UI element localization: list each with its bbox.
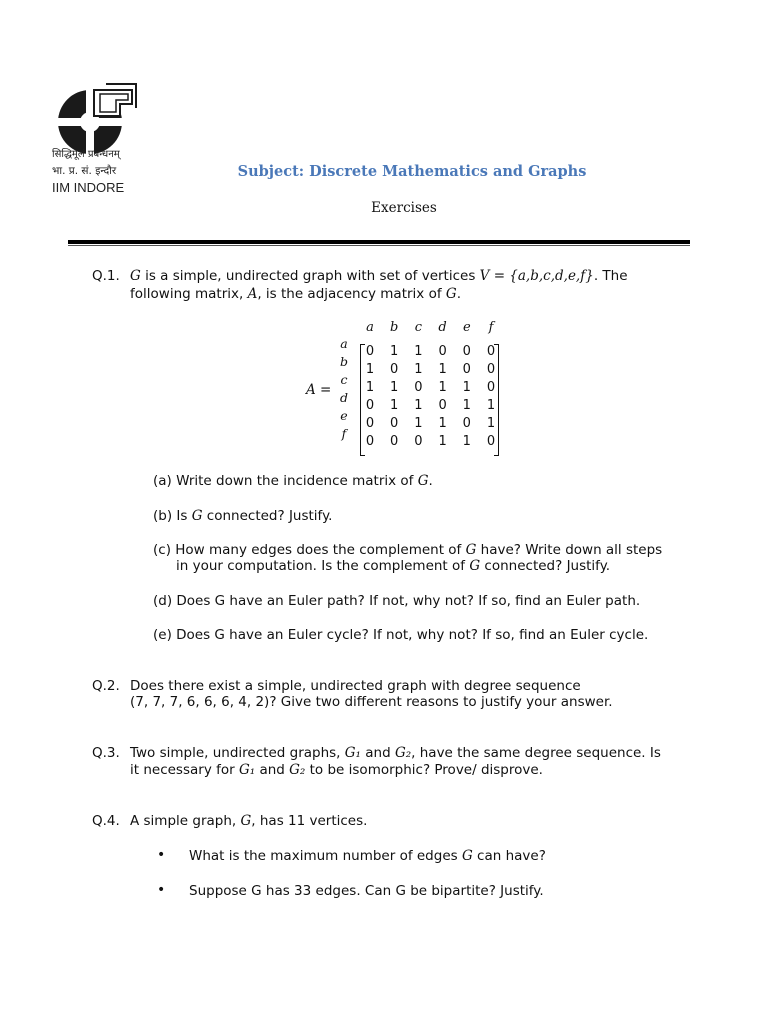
matrix-cell: 0	[365, 416, 375, 431]
matrix-cell: 0	[365, 398, 375, 413]
matrix-cell: 1	[438, 416, 447, 431]
adjacency-matrix	[300, 318, 510, 448]
q1-part-e: (e) Does G have an Euler cycle? If not, why not? If so, find an Euler cycle.	[153, 627, 649, 643]
q2-line-1: Does there exist a simple, undirected graph with degree sequence	[130, 678, 581, 694]
matrix-cell: 0	[390, 434, 399, 449]
bullet-icon: •	[157, 882, 166, 898]
logo-english-name: IIM INDORE	[52, 180, 125, 195]
matrix-cell: 1	[462, 380, 471, 395]
matrix-cell: 0	[438, 398, 447, 413]
header-divider-thin	[68, 245, 690, 246]
q3-line-2: it necessary for G₁ and G₂ to be isomorphic? Prove/ disprove.	[130, 762, 543, 778]
matrix-cell: 1	[486, 398, 496, 413]
matrix-cell: 1	[462, 434, 471, 449]
q4-line-1: A simple graph, G, has 11 vertices.	[130, 813, 368, 829]
page-subtitle: Exercises	[371, 200, 437, 216]
matrix-row-label: d	[339, 390, 348, 405]
matrix-col-label: c	[414, 320, 423, 335]
matrix-cell: 1	[414, 362, 423, 377]
logo-motto: सिद्धिमूलं प्रबन्धनम्	[52, 149, 120, 160]
matrix-cell: 1	[390, 344, 399, 359]
matrix-cell: 0	[414, 434, 423, 449]
vertex-set: V = {a,b,c,d,e,f}	[479, 268, 594, 284]
logo-hindi-name: भा. प्र. सं. इन्दौर	[52, 165, 117, 177]
q1-part-d: (d) Does G have an Euler path? If not, why not? If so, find an Euler path.	[153, 593, 641, 609]
matrix-cell: 0	[462, 416, 471, 431]
matrix-cell: 0	[390, 416, 399, 431]
matrix-row-label: e	[340, 408, 348, 423]
matrix-cell: 0	[462, 344, 471, 359]
q1-part-b: (b) Is G connected? Justify.	[153, 508, 333, 524]
q2-line-2: (7, 7, 7, 6, 6, 6, 4, 2)? Give two different reasons to justify your answer.	[130, 694, 613, 710]
matrix-cell: 1	[365, 362, 375, 377]
q1-part-a: (a) Write down the incidence matrix of G.	[153, 473, 433, 489]
q4-number: Q.4.	[92, 813, 120, 829]
q3-number: Q.3.	[92, 745, 120, 761]
matrix-cell: 1	[414, 398, 423, 413]
matrix-cell: 0	[365, 344, 375, 359]
matrix-cell: 1	[414, 416, 423, 431]
q4-bullet-2: Suppose G has 33 edges. Can G be bipartite? Justify.	[189, 883, 544, 899]
matrix-row-label: a	[340, 336, 348, 351]
matrix-cell: 0	[414, 380, 423, 395]
matrix-col-label: e	[462, 320, 471, 335]
q1-part-c-line-2: in your computation. Is the complement of G connected? Justify.	[176, 558, 611, 574]
matrix-cell: 0	[486, 434, 496, 449]
matrix-row-label: b	[339, 354, 348, 369]
matrix-cell: 1	[414, 344, 423, 359]
matrix-cell: 1	[390, 380, 399, 395]
q2-number: Q.2.	[92, 678, 120, 694]
matrix-lhs: A =	[306, 382, 332, 398]
matrix-row-label: f	[341, 426, 347, 441]
matrix-cell: 1	[438, 380, 447, 395]
q1-line-1: G is a simple, undirected graph with set of vertices V = {a,b,c,d,e,f}. The	[130, 268, 628, 284]
page-title: Subject: Discrete Mathematics and Graphs	[237, 163, 587, 180]
bullet-icon: •	[157, 847, 166, 863]
q4-bullet-1: What is the maximum number of edges G can have?	[189, 848, 546, 864]
matrix-cell: 0	[438, 344, 447, 359]
matrix-cell: 0	[462, 362, 471, 377]
matrix-cell: 1	[365, 380, 375, 395]
q1-line-2: following matrix, A, is the adjacency matrix of G.	[130, 286, 461, 302]
matrix-cell: 0	[365, 434, 375, 449]
matrix-col-label: a	[366, 320, 374, 335]
matrix-cell: 0	[486, 380, 496, 395]
matrix-cell: 1	[438, 434, 447, 449]
matrix-col-label: f	[488, 320, 494, 335]
header-divider	[68, 240, 690, 244]
q1-part-c-line-1: (c) How many edges does the complement of G have? Write down all steps	[153, 542, 663, 558]
q1-number: Q.1.	[92, 268, 120, 284]
matrix-cell: 0	[390, 362, 399, 377]
matrix-col-label: b	[390, 320, 399, 335]
matrix-cell: 1	[438, 362, 447, 377]
matrix-col-label: d	[438, 320, 447, 335]
matrix-cell: 0	[486, 362, 496, 377]
matrix-cell: 0	[486, 344, 496, 359]
matrix-cell: 1	[486, 416, 496, 431]
matrix-cell: 1	[462, 398, 471, 413]
matrix-cell: 1	[390, 398, 399, 413]
q3-line-1: Two simple, undirected graphs, G₁ and G₂, have the same degree sequence. Is	[130, 745, 661, 761]
matrix-row-label: c	[340, 372, 348, 387]
